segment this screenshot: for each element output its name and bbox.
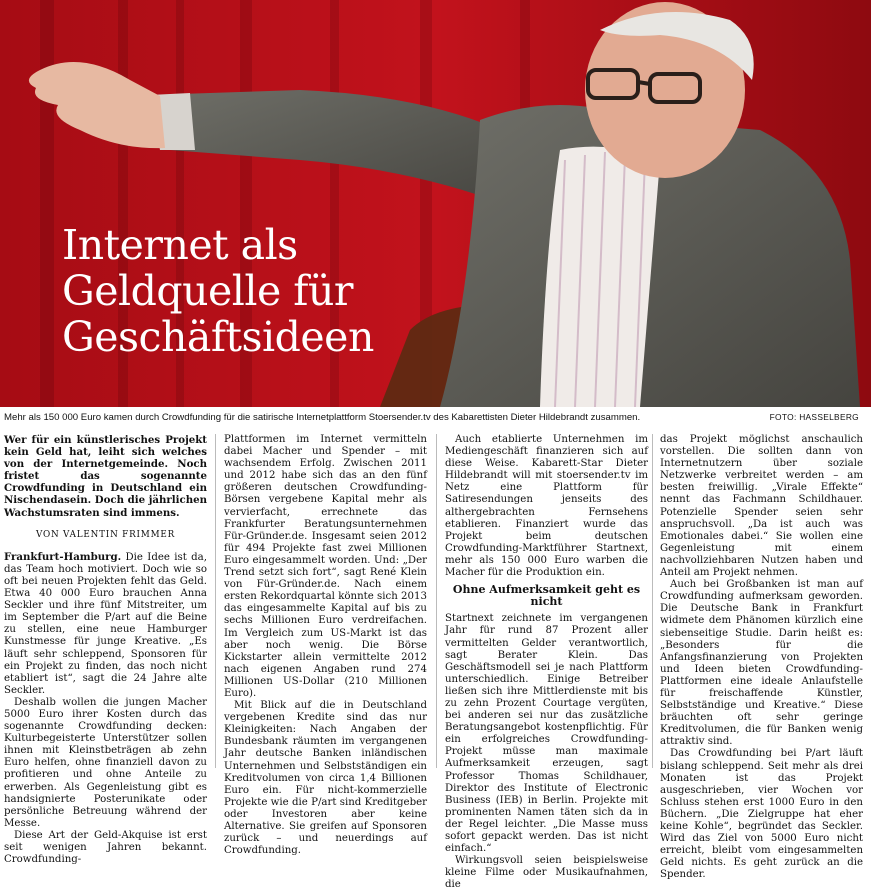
photo-credit: FOTO: HASSELBERG: [769, 412, 859, 422]
photo-caption: [4, 412, 867, 423]
paragraph: Auch bei Großbanken ist man auf Crowdfunding aufmerksam geworden. Die Deutsche Bank in Frankfurt widmete dem Phänomen kürzlich eine siebenseitige Studie. Darin heißt es: „Besonders für die Anfangsfinanzierung von Projekten und Ideen bieten Crowdfunding-Plattformen eine ideale Anlaufstelle für freischaffende Künstler, Selbstständige und Kreative.“ Diese bräuchten oft sehr geringe Kreditvolumen, die für Banken wenig attraktiv sind.: [660, 579, 863, 748]
subheading: Ohne Aufmerksamkeit geht es nicht: [452, 583, 641, 609]
column-divider: [215, 434, 216, 768]
byline: VON VALENTIN FRIMMER: [35, 529, 176, 540]
paragraph: [4, 551, 207, 697]
paragraph-text: Die Idee ist da, das Team hoch motiviert. Doch wie so oft bei neuen Projekten fehlt das Geld. Etwa 40 000 Euro brauchen Anna Seckler und ihre fünf Mitstreiter, um im September die P/art auf die Beine zu stellen, eine neue Hamburger Kunstmesse für junge Kreative. „Es läuft sehr schleppend, Sponsoren für ein Projekt zu finden, das noch nicht etabliert ist“, sagt die 24 Jahre alte Seckler.: [4, 551, 207, 696]
article-photo: [0, 0, 871, 407]
headline-line-1: Internet als: [62, 221, 298, 269]
column-divider: [436, 434, 437, 768]
headline-line-3: Geschäftsideen: [62, 313, 374, 361]
article-column-4: [660, 434, 863, 881]
column-divider: [652, 434, 653, 768]
headline-line-2: Geldquelle für: [62, 267, 353, 315]
article-column-3: [445, 434, 648, 891]
paragraph: Deshalb wollen die jungen Macher 5000 Euro ihrer Kosten durch das sogenannte Crowdfunding decken: Kulturbegeisterte Unterstützer sollen ihnen mit Kleinstbeträgen ab zehn Euro helfen, ohne finanziell davon zu profitieren und ohne Anteile zu erwerben. Als Gegenleistung gibt es handsignierte Posterunikate oder persönliche Betreuung während der Messe.: [4, 696, 207, 829]
paragraph: Auch etablierte Unternehmen im Mediengeschäft finanzieren sich auf diese Weise. Kabarett-Star Dieter Hildebrandt will mit stoersender.tv im Netz eine Plattform für Satiresendungen jenseits des althergebrachten Fernsehens etablieren. Finanziert wurde das Projekt beim deutschen Crowdfunding-Marktführer Startnext, mehr als 150 000 Euro warben die Macher für die Produktion ein.: [445, 434, 648, 579]
paragraph: Startnext zeichnete im vergangenen Jahr für rund 87 Prozent aller vermittelten Gelder verantwortlich, sagt Berater Klein. Das Geschäftsmodell sei je nach Plattform unterschiedlich. Einige Betreiber ließen sich ihre Mittlerdienste mit bis zu zehn Prozent Courtage vergüten, bei anderen sei nur das zusätzliche Beratungsangebot kostenpflichtig. Für ein erfolgreiches Crowdfunding-Projekt müsse man maximale Aufmerksamkeit erzeugen, sagt Professor Thomas Schildhauer, Direktor des Institute of Electronic Business (IEB) in Berlin. Projekte mit prominenten Namen täten sich da in der Regel leichter. „Die Masse muss sofort gepackt werden. Das ist nicht einfach.“: [445, 613, 648, 855]
caption-text: Mehr als 150 000 Euro kamen durch Crowdfunding für die satirische Internetplattform Stoersender.tv des Kabarettisten Dieter Hildebrandt zusammen.: [4, 412, 641, 423]
paragraph: Mit Blick auf die in Deutschland vergebenen Kredite sind das nur Kleinigkeiten: Nach Angaben der Bundesbank räumten im vergangenen Jahr deutsche Banken inländischen Unternehmen und Selbstständigen ein Kreditvolumen von circa 1,4 Billionen Euro ein. Für nicht-kommerzielle Projekte wie die P/art sind Kreditgeber oder Investoren aber keine Alternative. Sie greifen auf Sponsoren zurück – und neuerdings auf Crowdfunding.: [224, 700, 427, 857]
paragraph: Plattformen im Internet vermitteln dabei Macher und Spender – mit wachsendem Erfolg. Zwischen 2011 und 2012 habe sich das an den fünf größeren deutschen Crowdfunding-Börsen vergebene Kapital mehr als vervierfacht, errechnete das Frankfurter Beratungsunternehmen Für-Gründer.de. Insgesamt seien 2012 für 494 Projekte fast zwei Millionen Euro eingesammelt worden. Und: „Der Trend setzt sich fort“, sagt René Klein von Für-Gründer.de. Nach einem ersten Rekordquartal könnte sich 2013 das eingesammelte Kapital auf bis zu sechs Millionen Euro verdreifachen. Im Vergleich zum US-Markt ist das aber noch wenig. Die Börse Kickstarter allein vermittelte 2012 nach eigenen Angaben rund 274 Millionen US-Dollar (210 Millionen Euro).: [224, 434, 427, 699]
dateline: Frankfurt-Hamburg.: [4, 550, 122, 563]
paragraph: Wirkungsvoll seien beispielsweise kleine Filme oder Musikaufnahmen, die: [445, 855, 648, 891]
lead-paragraph: Wer für ein künstlerisches Projekt kein Geld hat, leiht sich welches von der Internetgemeinde. Noch fristet das sogenannte Crowdfunding in Deutschland ein Nischendasein. Doch die jährlichen Wachstumsraten sind immens.: [4, 434, 207, 519]
article-column-2: [224, 434, 427, 857]
article-column-1: [4, 434, 207, 866]
paragraph: Diese Art der Geld-Akquise ist erst seit wenigen Jahren bekannt. Crowdfunding-: [4, 829, 207, 866]
headline: [62, 222, 402, 360]
paragraph: das Projekt möglichst anschaulich vorstellen. Die sollten dann von Internetnutzern über soziale Netzwerke verbreitet werden – am besten freiwillig. „Virale Effekte“ nennt das Fachmann Schildhauer. Potenzielle Spender seien sehr anspruchsvoll. „Da ist auch was Emotionales dabei.“ Sie wollen eine Gegenleistung mit einem nachvollziehbaren Nutzen haben und Anteil am Projekt nehmen.: [660, 434, 863, 579]
paragraph: Das Crowdfunding bei P/art läuft bislang schleppend. Seit mehr als drei Monaten ist das Projekt ausgeschrieben, vier Wochen vor Schluss stehen erst 1000 Euro in den Büchern. „Die Zielgruppe hat eher keine Kohle“, begründet das Seckler. Wird das Ziel von 5000 Euro nicht erreicht, bleibt vom eingesammelten Geld nichts. Es geht zurück an die Spender.: [660, 748, 863, 881]
